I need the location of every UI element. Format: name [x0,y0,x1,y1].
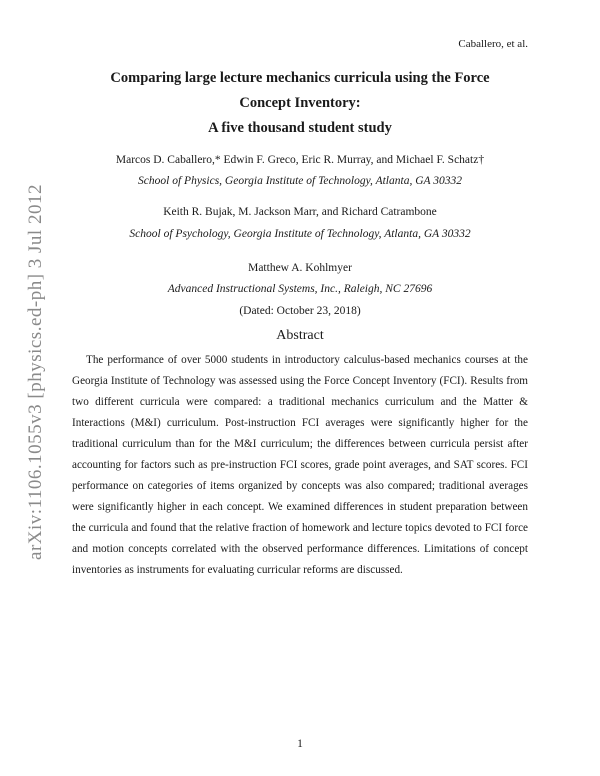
date-line: (Dated: October 23, 2018) [239,305,361,317]
affiliation-2: School of Psychology, Georgia Institute of Technology, Atlanta, GA 30332 [129,228,471,240]
title-line-1: Comparing large lecture mechanics curricula using the Force [110,70,490,86]
author-list-2: Keith R. Bujak, M. Jackson Marr, and Richard Catrambone [163,206,437,218]
author-list-3: Matthew A. Kohlmyer [248,262,352,274]
affiliation-1: School of Physics, Georgia Institute of Technology, Atlanta, GA 30332 [138,175,462,187]
paper-title [70,66,530,141]
page-number: 1 [297,738,303,750]
arxiv-identifier-text: arXiv:1106.1055v3 [physics.ed-ph] 3 Jul 2012 [25,184,46,560]
abstract-text: The performance of over 5000 students in introductory calculus-based mechanics courses at the Georgia Institute of Technology was assessed using the Force Concept Inventory (FCI). Results from two different curricula were compared: a traditional mechanics curriculum and the Matter & Interactions (M&I) curriculum. Post-instruction FCI averages were significantly higher for the traditional curriculum than for the M&I curriculum; the differences between curricula persist after accounting for factors such as pre-instruction FCI scores, grade point averages, and SAT scores. FCI performance on categories of items organized by concepts was also compared; traditional averages were significantly higher in each concept. We examined differences in student preparation between the curricula and found that the relative fraction of homework and lecture topics devoted to FCI force and motion concepts correlated with the observed performance differences. Limitations of concept inventories as instruments for evaluating curricular reforms are discussed. [72,354,528,576]
title-line-3: A five thousand student study [208,120,392,136]
affiliation-3: Advanced Instructional Systems, Inc., Raleigh, NC 27696 [167,283,433,295]
title-line-2: Concept Inventory: [239,95,361,111]
abstract-heading: Abstract [276,328,324,343]
author-list-1: Marcos D. Caballero,* Edwin F. Greco, Eric R. Murray, and Michael F. Schatz† [115,154,485,166]
running-head: Caballero, et al. [458,38,528,50]
